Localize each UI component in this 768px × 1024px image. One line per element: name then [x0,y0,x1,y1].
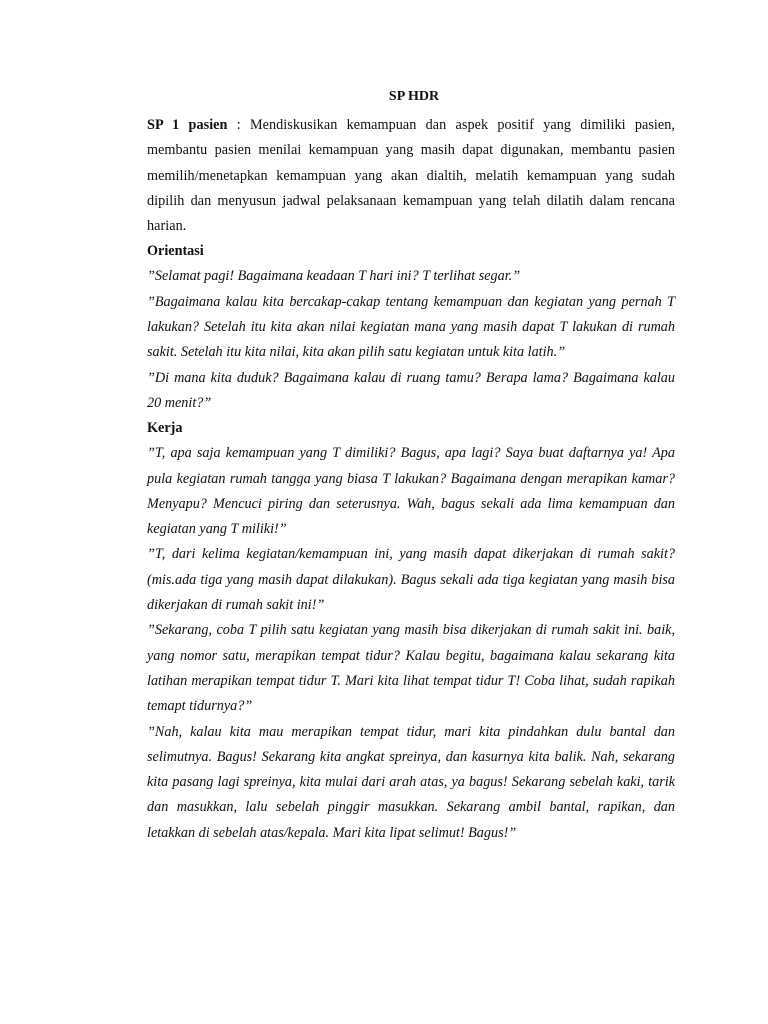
intro-paragraph [147,113,675,239]
orientasi-dialog-3: ”Di mana kita duduk? Bagaimana kalau di ruang tamu? Berapa lama? Bagaimana kalau 20 menit?” [147,369,675,411]
orientasi-dialog-1: ”Selamat pagi! Bagaimana keadaan T hari ini? T terlihat segar.” [147,268,521,285]
section-heading-orientasi: Orientasi [147,243,204,260]
kerja-dialog-2: ”T, dari kelima kegiatan/kemampuan ini, yang masih dapat dikerjakan di rumah sakit? (mis.ada tiga yang masih dapat dilakukan). Bagus sekali ada tiga kegiatan yang masih bisa dikerjakan di rumah sakit ini!” [147,546,675,614]
intro-text: : Mendiskusikan kemampuan dan aspek positif yang dimiliki pasien, membantu pasien menilai kemampuan yang masih dapat digunakan, membantu pasien memilih/menetapkan kemampuan yang akan dialtih, melatih kemampuan yang sudah dipilih dan menyusun jadwal pelaksanaan kemampuan yang telah dilatih dalam rencana harian. [147,117,675,235]
kerja-dialog-1: ”T, apa saja kemampuan yang T dimiliki? Bagus, apa lagi? Saya buat daftarnya ya! Apa pula kegiatan rumah tangga yang biasa T lakukan? Bagaimana dengan merapikan kamar? Menyapu? Mencuci piring dan seterusnya. Wah, bagus sekali ada lima kemampuan dan kegiatan yang T miliki!” [147,445,675,538]
document-content [147,84,675,846]
section-heading-kerja: Kerja [147,420,183,437]
orientasi-dialog-2: ”Bagaimana kalau kita bercakap-cakap tentang kemampuan dan kegiatan yang pernah T lakukan? Setelah itu kita akan nilai kegiatan mana yang masih dapat T lakukan di rumah sakit. Setelah itu kita nilai, kita akan pilih satu kegiatan untuk kita latih.” [147,293,675,361]
kerja-dialog-4: ”Nah, kalau kita mau merapikan tempat tidur, mari kita pindahkan dulu bantal dan selimutnya. Bagus! Sekarang kita angkat spreinya, dan kasurnya kita balik. Nah, sekarang kita pasang lagi spreinya, kita mulai dari arah atas, ya bagus! Sekarang sebelah kaki, tarik dan masukkan, lalu sebelah pinggir masukkan. Sekarang ambil bantal, rapikan, dan letakkan di sebelah atas/kepala. Mari kita lipat selimut! Bagus!” [147,723,675,841]
kerja-dialog-3: ”Sekarang, coba T pilih satu kegiatan yang masih bisa dikerjakan di rumah sakit ini. baik, yang nomor satu, merapikan tempat tidur? Kalau begitu, bagaimana kalau sekarang kita latihan merapikan tempat tidur T. Mari kita lihat tempat tidur T! Coba lihat, sudah rapikah temapt tidurnya?” [147,622,675,715]
document-title: SP HDR [388,89,440,104]
intro-label: SP 1 pasien [147,117,228,133]
